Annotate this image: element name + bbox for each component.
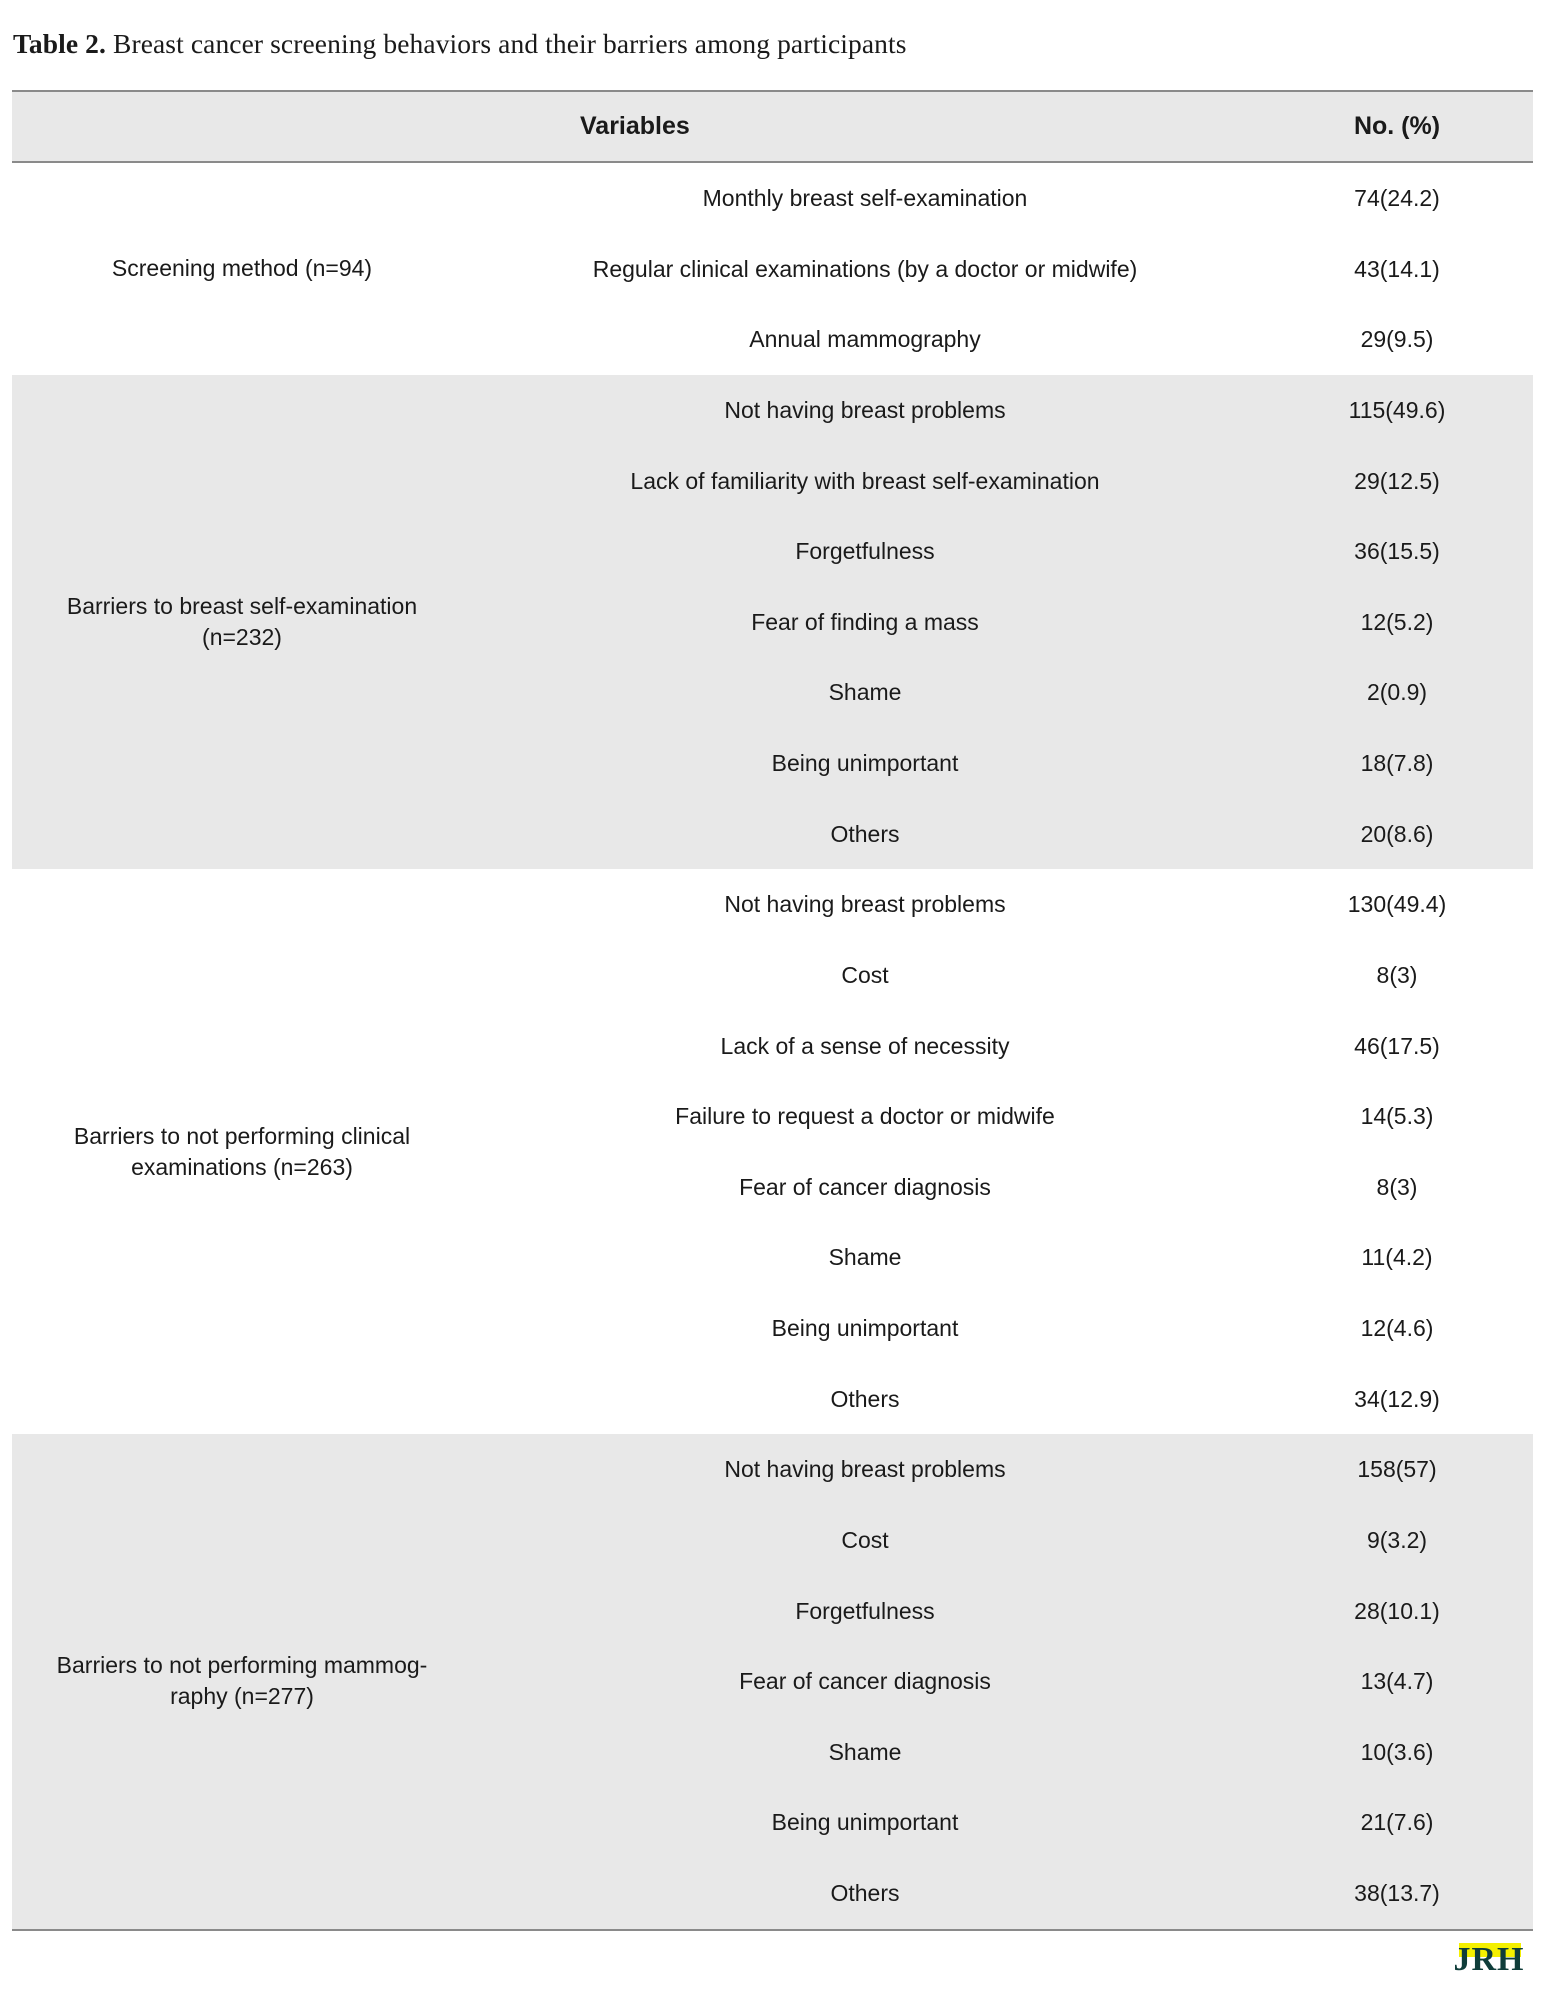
table-row xyxy=(472,375,1533,446)
group-label: Barriers to breast self-examination (n=232) xyxy=(66,593,418,651)
count-percent-cell: 46(17.5) xyxy=(1354,1032,1440,1059)
variable-cell: Being unimportant xyxy=(771,750,959,776)
jrh-logo xyxy=(1445,1942,1533,1974)
header-variables: Variables xyxy=(580,112,690,140)
count-percent-cell: 130(49.4) xyxy=(1347,891,1447,918)
table-row xyxy=(472,1858,1533,1929)
header-variables-cell xyxy=(12,92,1262,161)
variable-cell: Shame xyxy=(828,1738,902,1765)
variable-cell: Fear of cancer diagnosis xyxy=(739,1173,991,1200)
count-percent-cell: 29(12.5) xyxy=(1354,467,1440,494)
variable-cell: Not having breast problems xyxy=(724,891,1006,918)
row-group xyxy=(12,869,1533,1434)
table-row xyxy=(472,1646,1533,1717)
count-percent-cell: 36(15.5) xyxy=(1354,538,1440,565)
table-row xyxy=(472,799,1533,870)
variable-cell: Annual mammography xyxy=(749,326,981,353)
count-percent-cell: 43(14.1) xyxy=(1354,255,1440,282)
table-row xyxy=(472,1717,1533,1788)
count-percent-cell: 13(4.7) xyxy=(1360,1668,1434,1695)
table-row xyxy=(472,869,1533,940)
table-row xyxy=(472,1505,1533,1576)
variable-cell: Cost xyxy=(841,961,889,988)
count-percent-cell: 8(3) xyxy=(1376,1173,1418,1200)
table-row xyxy=(472,516,1533,587)
group-label: Screening method (n=94) xyxy=(111,255,373,282)
table-row xyxy=(472,163,1533,234)
row-group xyxy=(12,1434,1533,1928)
variable-cell: Forgetfulness xyxy=(795,1597,935,1624)
variable-cell: Lack of familiarity with breast self-examination xyxy=(630,467,1100,494)
count-percent-cell: 14(5.3) xyxy=(1360,1103,1434,1130)
table-row xyxy=(472,1081,1533,1152)
count-percent-cell: 115(49.6) xyxy=(1348,396,1446,423)
group-rows xyxy=(472,869,1533,1434)
group-rows xyxy=(472,1434,1533,1928)
count-percent-cell: 10(3.6) xyxy=(1360,1738,1434,1765)
table-row xyxy=(472,1576,1533,1647)
count-percent-cell: 21(7.6) xyxy=(1360,1809,1434,1836)
count-percent-cell: 11(4.2) xyxy=(1361,1244,1433,1271)
table-row xyxy=(472,1364,1533,1435)
table-row xyxy=(472,1787,1533,1858)
group-label: Barriers to not performing clinical examinations (n=263) xyxy=(73,1122,411,1180)
table-row xyxy=(472,446,1533,517)
table-row xyxy=(472,234,1533,305)
variable-cell: Not having breast problems xyxy=(724,396,1006,423)
data-table xyxy=(12,90,1533,1931)
variable-cell: Others xyxy=(830,1880,900,1906)
count-percent-cell: 18(7.8) xyxy=(1360,750,1434,776)
table-body xyxy=(12,163,1533,1929)
variable-cell: Lack of a sense of necessity xyxy=(720,1032,1010,1059)
count-percent-cell: 9(3.2) xyxy=(1366,1526,1428,1553)
group-rows xyxy=(472,163,1533,375)
group-label: Barriers to not performing mammog-raphy (n=277) xyxy=(56,1652,428,1710)
count-percent-cell: 12(4.6) xyxy=(1360,1315,1434,1341)
table-row xyxy=(472,1152,1533,1223)
variable-cell: Not having breast problems xyxy=(724,1456,1006,1483)
group-rows xyxy=(472,375,1533,869)
variable-cell: Forgetfulness xyxy=(795,538,935,565)
count-percent-cell: 2(0.9) xyxy=(1366,679,1428,706)
variable-cell: Being unimportant xyxy=(771,1809,959,1836)
row-group xyxy=(12,163,1533,375)
count-percent-cell: 20(8.6) xyxy=(1360,820,1434,847)
variable-cell: Others xyxy=(830,820,900,847)
table-caption-label: Table 2. xyxy=(13,28,107,59)
count-percent-cell: 158(57) xyxy=(1357,1456,1437,1483)
count-percent-cell: 12(5.2) xyxy=(1360,608,1434,635)
table-caption-text: Breast cancer screening behaviors and their barriers among participants xyxy=(113,28,907,59)
table-row xyxy=(472,1222,1533,1293)
count-percent-cell: 8(3) xyxy=(1376,961,1418,988)
header-number: No. (%) xyxy=(1353,112,1441,140)
table-row xyxy=(472,940,1533,1011)
variable-cell: Fear of cancer diagnosis xyxy=(739,1668,991,1695)
table-row xyxy=(472,1434,1533,1505)
variable-cell: Others xyxy=(830,1385,900,1412)
logo-text: JRH xyxy=(1453,1942,1525,1974)
count-percent-cell: 29(9.5) xyxy=(1360,326,1434,353)
variable-cell: Cost xyxy=(841,1526,889,1553)
count-percent-cell: 74(24.2) xyxy=(1354,185,1440,211)
count-percent-cell: 28(10.1) xyxy=(1354,1597,1440,1624)
variable-cell: Monthly breast self-examination xyxy=(702,185,1028,211)
variable-cell: Failure to request a doctor or midwife xyxy=(675,1103,1055,1130)
row-group xyxy=(12,375,1533,869)
table-row xyxy=(472,304,1533,375)
variable-cell: Shame xyxy=(828,679,902,706)
table-header xyxy=(12,92,1533,163)
table-row xyxy=(472,1293,1533,1364)
variable-cell: Fear of finding a mass xyxy=(751,608,979,635)
count-percent-cell: 38(13.7) xyxy=(1354,1880,1440,1906)
table-caption xyxy=(13,26,907,62)
variable-cell: Being unimportant xyxy=(771,1315,959,1341)
variable-cell: Shame xyxy=(828,1244,902,1271)
table-row xyxy=(472,657,1533,728)
variable-cell: Regular clinical examinations (by a doctor or midwife) xyxy=(592,255,1138,282)
table-row xyxy=(472,728,1533,799)
table-row xyxy=(472,1011,1533,1082)
table-row xyxy=(472,587,1533,658)
count-percent-cell: 34(12.9) xyxy=(1354,1385,1440,1412)
